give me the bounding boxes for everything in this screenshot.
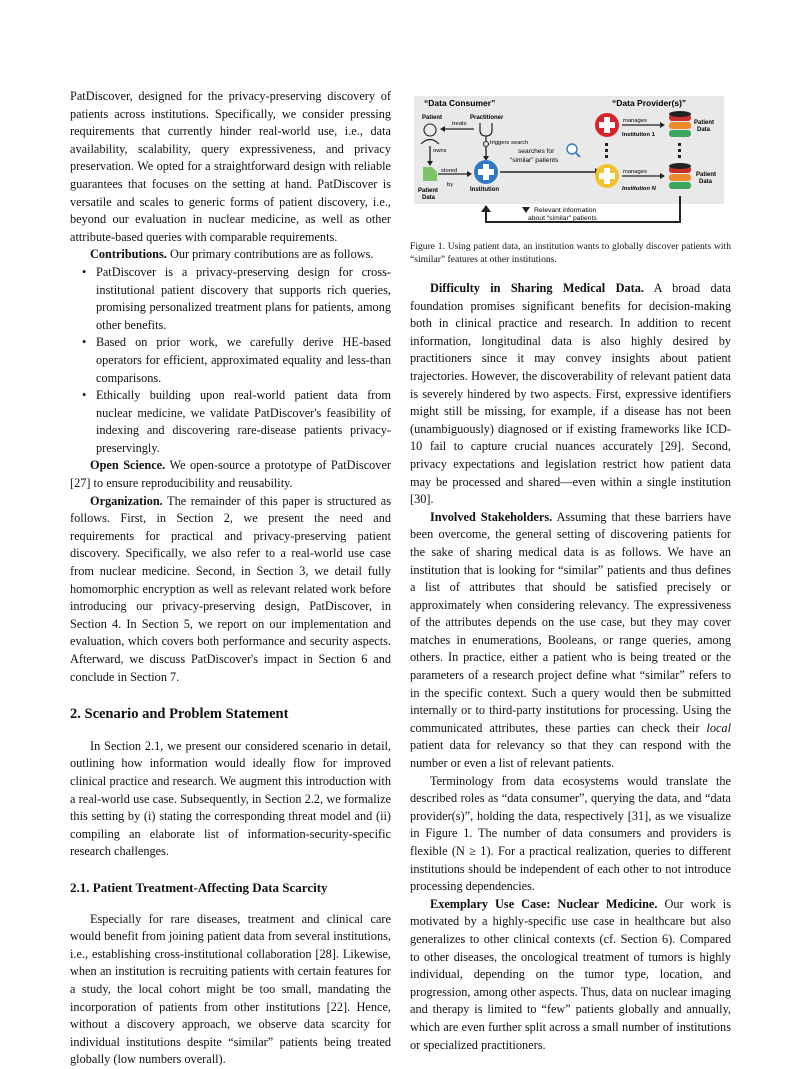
organization-text: The remainder of this paper is structured as follows. First, in Section 2, we present the need and requirements for practical and privacy-preserving patient discovery. Specifically, we also refer to a real-world use case from nuclear medicine. Second, in Section 3, we detail fully homomorphic encryption as well as relevant related work before introducing our privacy-preserving design, PatDiscover, in Section 4. In Section 5, we report on our implementation and evaluation, which covers both performance and security aspects. Afterward, we discuss PatDiscover's impact in Section 6 and conclude in Section 7. — [70, 493, 391, 684]
practitioner-label: Practitioner — [470, 115, 504, 121]
list-item: • Based on prior work, we carefully derive HE-based operators for efficient, approximated equality and less-than comparisons. — [96, 334, 391, 387]
institution-cross-icon — [474, 160, 498, 184]
patient-label: Patient — [422, 115, 443, 121]
figure-caption: Figure 1. Using patient data, an institution wants to globally discover patients with “similar” features at other institutions. — [410, 241, 731, 265]
use-case-paragraph — [410, 896, 731, 1054]
section-2-1-paragraph: Especially for rare diseases, treatment and clinical care would benefit from joining patient data from several institutions, i.e., establishing cross-institutional collaboration [28]. Likewise, when an institution is recruiting patients with certain features for a study, the local cohort might be too small, mandating the incorporation of patients from other institutions [22]. Hence, without a discovery approach, we observe data scarcity for individual institutions despite “similar” patients being treated globally (low numbers overall). — [70, 911, 391, 1067]
data-providers-label: “Data Provider(s)” — [612, 98, 687, 108]
section-2-title: 2. Scenario and Problem Statement — [70, 706, 289, 723]
difficulty-paragraph — [410, 280, 731, 509]
provider-data-label-2a: Patient — [696, 172, 717, 178]
open-science-heading: Open Science. — [90, 458, 166, 473]
right-column — [410, 88, 731, 1054]
use-case-heading: Exemplary Use Case: Nuclear Medicine. — [430, 896, 658, 911]
open-science-paragraph — [70, 457, 391, 492]
terminology-paragraph: Terminology from data ecosystems would translate the described roles as “data consumer”, querying the data, and “data provider(s)”, holding the data, respectively [31], as we visualize in Figure 1. The number of data consumers and providers is flexible (N ≥ 1). For a practical realization, queries to different institutions should be independent of each other to not introduce processing dependencies. — [410, 773, 731, 894]
stakeholders-paragraph — [410, 509, 731, 773]
list-item: • Ethically building upon real-world patient data from nuclear medicine, we validate PatDiscover's feasibility of indexing and discovering rare-disease patients privacy-preservingly. — [96, 387, 391, 457]
institution-n-cross-icon — [595, 164, 619, 188]
patient-data-label-2: Data — [422, 195, 436, 201]
figure-1 — [410, 92, 726, 232]
owns-label: owns — [433, 148, 447, 154]
institution-label: Institution — [470, 187, 499, 193]
patient-data-label-1: Patient — [418, 188, 439, 194]
difficulty-text: A broad data foundation promises significant benefits for decision-making both in clinical practice and research. In addition to recent information, longitudinal data is also highly desired by practitioners since it may convey insights about patient trajectories. However, the discoverability of relevant patient data is severely hindered by two aspects. First, expressive identifiers might still be missing, for example, if a disease has not been (unambiguously) diagnosed or if existing frameworks like ICD-10 fail to capture crucial nuances accurately [29]. Second, privacy expectations and legislation restrict how patient data may be processed and shared—even within a single institution [30]. — [410, 281, 731, 507]
searches-label-1: searches for — [518, 148, 555, 155]
database-icon — [669, 111, 691, 137]
relevant-label-1: Relevant information — [534, 207, 597, 214]
manages-label-2: manages — [623, 169, 647, 175]
provider-data-label-1b: Data — [697, 127, 711, 133]
searches-label-2: “similar” patients — [510, 157, 559, 164]
left-column — [70, 88, 391, 1069]
contributions-text: Our primary contributions are as follows. — [166, 247, 374, 262]
stakeholders-heading: Involved Stakeholders. — [430, 509, 553, 524]
list-item: • PatDiscover is a privacy-preserving design for cross-institutional patient discovery that supports rich queries, promising personalized treatment plans for patients, among other benefits. — [96, 264, 391, 334]
institution-1-label: Institution 1 — [622, 132, 655, 138]
use-case-text: Our work is motivated by a highly-specific use case in healthcare but also generalizes to other clinical contexts (cf. Section 6). Compared to other diseases, the oncological treatment of tumors is highly individual, depending on the tumor type, location, and progression, among other aspects. Thus, data on nuclear imaging and therapy is limited to “few” patients globally and annually, which are even further split across a small number of institutions or specialized practitioners. — [410, 896, 731, 1052]
institution-n-label: Institution N — [622, 186, 656, 192]
treats-label: treats — [452, 121, 467, 127]
data-consumer-label: “Data Consumer” — [424, 98, 496, 108]
relevant-marker-icon — [522, 207, 530, 213]
stored-label-2: by — [447, 182, 454, 188]
database-icon — [669, 163, 691, 189]
section-2-paragraph: In Section 2.1, we present our considered scenario in detail, outlining how information would ideally flow for improved clinical practice and research. We augment this introduction with a real-world use case. Subsequently, in Section 2.2, we formalize this setting by (i) stating the corresponding threat model and (ii) compiling an elaborate list of information-security-specific research challenges. — [70, 738, 391, 859]
provider-data-label-1a: Patient — [694, 120, 715, 126]
open-science-text: We open-source a prototype of PatDiscover [27] to ensure reproducibility and reusability. — [70, 458, 392, 491]
contributions-heading: Contributions. — [90, 247, 167, 262]
stakeholders-text-1: Assuming that these barriers have been overcome, the general setting of discovering patients for the sake of sharing medical data is as follows. We have an institution that is looking for “similar” patients and thus defines a list of attributes that should be satisfied precisely or approximately when considering relevancy. The expressiveness of the attributes depends on the use case, but they may cover matches in enumerations, Booleans, or range queries, among others. In practice, either a patient who is being treated or the parameters of a research project define what “similar” refers to in the specific context. Such a query would then be submitted internally or to third-party institutions for processing. Using the communicated attributes, these parties can check their — [410, 509, 731, 735]
intro-paragraph: PatDiscover, designed for the privacy-preserving discovery of patients across institutions. Specifically, we consider pressing requirements that currently hinder real-world use, i.e., data availability, scalability, query expressiveness, and privacy preservation. We opted for a straightforward design with reliable guarantees that focuses on the setting at hand. PatDiscover is versatile and scales to generic forms of patient discovery, i.e., beyond our evaluation in nuclear medicine, as well as other attribute-based queries with comparable requirements. — [70, 89, 391, 244]
stakeholders-emphasis: local — [706, 720, 731, 735]
stakeholders-text-2: patient data for relevancy so that they can respond with the number or even a list of relevant patients. — [410, 738, 731, 771]
contributions-paragraph — [70, 246, 391, 264]
figure-1-diagram — [410, 92, 726, 232]
triggers-search-label: triggers search — [490, 140, 529, 146]
provider-data-label-2b: Data — [699, 179, 713, 185]
manages-label-1: manages — [623, 118, 647, 124]
organization-paragraph — [70, 493, 391, 687]
patient-document-icon — [423, 167, 437, 181]
contributions-list — [70, 264, 391, 458]
difficulty-heading: Difficulty in Sharing Medical Data. — [430, 281, 644, 295]
relevant-label-2: about “similar” patients — [528, 215, 597, 222]
stored-label-1: stored — [441, 168, 458, 174]
section-2-1-title: 2.1. Patient Treatment-Affecting Data Scarcity — [70, 879, 328, 895]
organization-heading: Organization. — [90, 493, 163, 508]
institution-1-cross-icon — [595, 113, 619, 137]
